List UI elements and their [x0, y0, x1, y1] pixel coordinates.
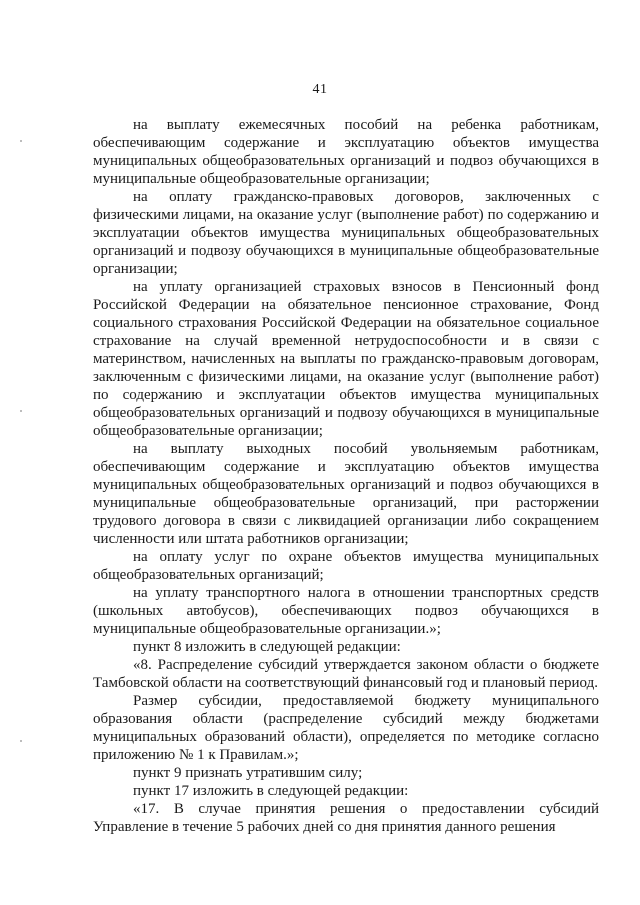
document-body [93, 116, 599, 836]
paragraph-security-services: на оплату услуг по охране объектов имущества муниципальных общеобразовательных организаций; [93, 549, 599, 583]
scan-margin-mark [20, 740, 22, 742]
paragraph-item-8-text: «8. Распределение субсидий утверждается законом области о бюджете Тамбовской области на соответствующий финансовый год и плановый период. [93, 657, 599, 691]
paragraph-item-8-intro: пункт 8 изложить в следующей редакции: [133, 639, 401, 655]
paragraph-insurance-contributions: на уплату организацией страховых взносов в Пенсионный фонд Российской Федерации на обязательное пенсионное страхование, Фонд социального страхования Российской Федерации на обязательное социальное страхование на случай временной нетрудоспособности и в связи с материнством, начисленных на выплаты по гражданско-правовым договорам, заключенным с физическими лицами, на оказание услуг (выполнение работ) по содержанию и эксплуатации объектов имущества муниципальных общеобразовательных организаций и подвозу обучающихся в муниципальные общеобразовательные организации; [93, 279, 599, 439]
page-number: 41 [312, 82, 328, 97]
paragraph-severance-pay: на выплату выходных пособий увольняемым работникам, обеспечивающим содержание и эксплуатацию объектов имущества муниципальных общеобразовательных организаций и подвоз обучающихся в муниципальные общеобразовательные организаций, при расторжении трудового договора в связи с ликвидацией организации либо сокращением численности или штата работников организации; [93, 441, 599, 547]
scan-margin-mark [20, 410, 22, 412]
paragraph-item-17-intro: пункт 17 изложить в следующей редакции: [133, 783, 409, 799]
paragraph-item-17-text: «17. В случае принятия решения о предоставлении субсидий Управление в течение 5 рабочих дней со дня принятия данного решения [93, 801, 599, 835]
paragraph-item-9: пункт 9 признать утратившим силу; [133, 765, 363, 781]
paragraph-transport-tax: на уплату транспортного налога в отношении транспортных средств (школьных автобусов), обеспечивающих подвоз обучающихся в муниципальные общеобразовательные организации.»; [93, 585, 599, 637]
scan-margin-mark [20, 140, 22, 142]
paragraph-child-allowance: на выплату ежемесячных пособий на ребенка работникам, обеспечивающим содержание и эксплуатацию объектов имущества муниципальных общеобразовательных организаций и подвоз обучающихся в муниципальные общеобразовательные организации; [93, 117, 599, 187]
paragraph-subsidy-size: Размер субсидии, предоставляемой бюджету муниципального образования области (распределение субсидий между бюджетами муниципальных образований области), определяется по методике согласно приложению № 1 к Правилам.»; [93, 693, 599, 763]
paragraph-civil-contracts: на оплату гражданско-правовых договоров, заключенных с физическими лицами, на оказание услуг (выполнение работ) по содержанию и эксплуатации объектов имущества муниципальных общеобразовательных организаций и подвозу обучающихся в муниципальные общеобразовательные организации; [93, 189, 599, 277]
